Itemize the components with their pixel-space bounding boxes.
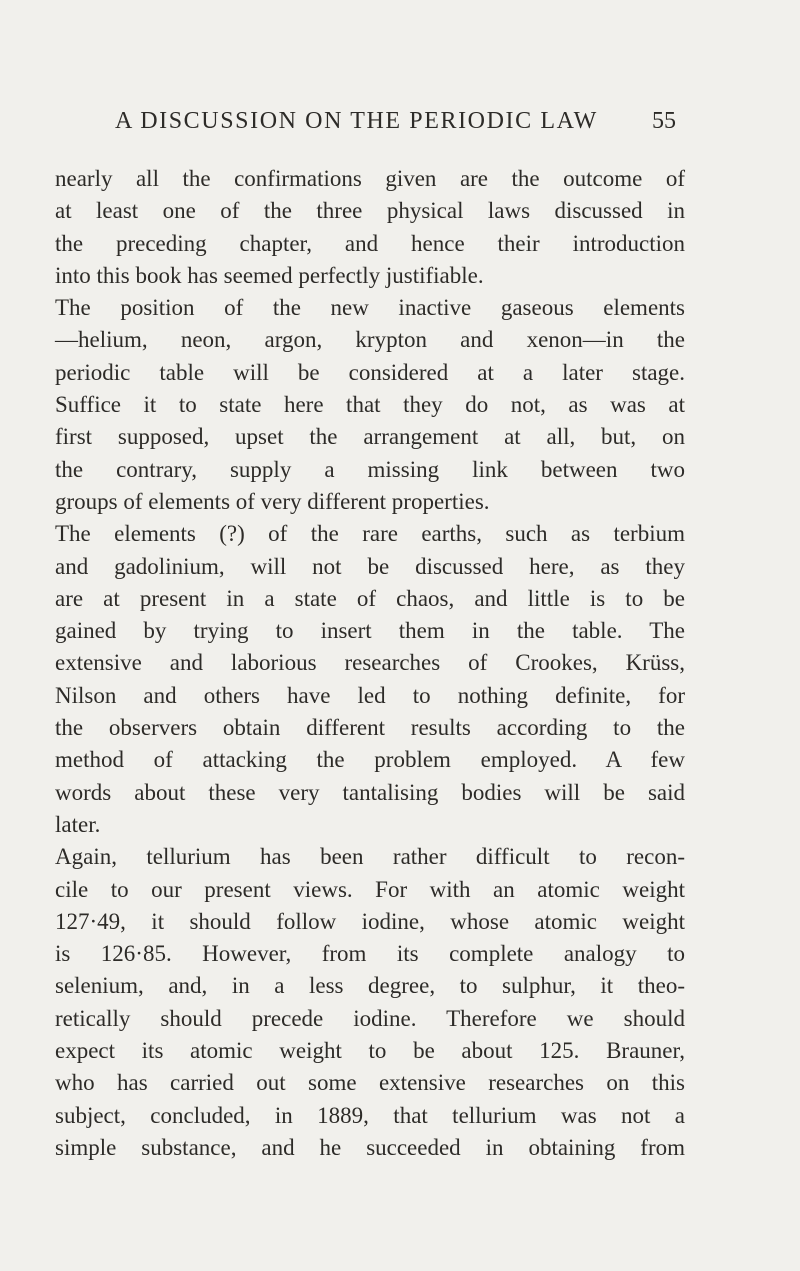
text-line: groups of elements of very different properties.: [55, 488, 490, 514]
text-line: retically should precede iodine. Therefore we should: [55, 1005, 685, 1031]
text-line: subject, concluded, in 1889, that tellurium was not a: [55, 1102, 685, 1128]
text-line: method of attacking the problem employed. A few: [55, 747, 685, 773]
text-line: the preceding chapter, and hence their introduction: [55, 230, 685, 256]
text-line: cile to our present views. For with an atomic weight: [55, 876, 685, 902]
text-line: first supposed, upset the arrangement at all, but, on: [55, 424, 685, 450]
text-line: 127·49, it should follow iodine, whose atomic weight: [55, 908, 685, 934]
text-line: the contrary, supply a missing link between two: [55, 456, 685, 482]
running-head: [0, 100, 800, 140]
text-line: periodic table will be considered at a later stage.: [55, 359, 685, 385]
text-line: selenium, and, in a less degree, to sulphur, it theo-: [55, 973, 685, 999]
text-line: Suffice it to state here that they do not, as was at: [55, 392, 685, 418]
text-line: words about these very tantalising bodies will be said: [55, 779, 685, 805]
text-line: nearly all the confirmations given are the outcome of: [55, 166, 685, 191]
text-line: and gadolinium, will not be discussed here, as they: [55, 553, 685, 579]
text-line: who has carried out some extensive researches on this: [55, 1070, 685, 1096]
text-line: at least one of the three physical laws discussed in: [55, 198, 685, 224]
text-line: simple substance, and he succeeded in obtaining from: [55, 1134, 685, 1160]
text-line: into this book has seemed perfectly justifiable.: [55, 262, 484, 288]
text-line: expect its atomic weight to be about 125. Brauner,: [55, 1038, 685, 1064]
text-line: are at present in a state of chaos, and little is to be: [55, 585, 685, 611]
text-line: Nilson and others have led to nothing definite, for: [55, 682, 685, 708]
body-text: [55, 163, 685, 1164]
text-line: later.: [55, 811, 101, 837]
text-line: extensive and laborious researches of Crookes, Krüss,: [55, 650, 685, 676]
text-line: is 126·85. However, from its complete analogy to: [55, 941, 685, 967]
page-number: 55: [652, 108, 676, 134]
text-line: Again, tellurium has been rather difficult to recon-: [55, 844, 685, 870]
text-line: —helium, neon, argon, krypton and xenon—in the: [55, 327, 685, 353]
text-line: The position of the new inactive gaseous elements: [55, 295, 685, 321]
text-line: the observers obtain different results according to the: [55, 715, 685, 741]
text-line: The elements (?) of the rare earths, such as terbium: [55, 521, 685, 547]
text-line: gained by trying to insert them in the table. The: [55, 618, 685, 644]
running-title: A DISCUSSION ON THE PERIODIC LAW: [115, 108, 598, 134]
